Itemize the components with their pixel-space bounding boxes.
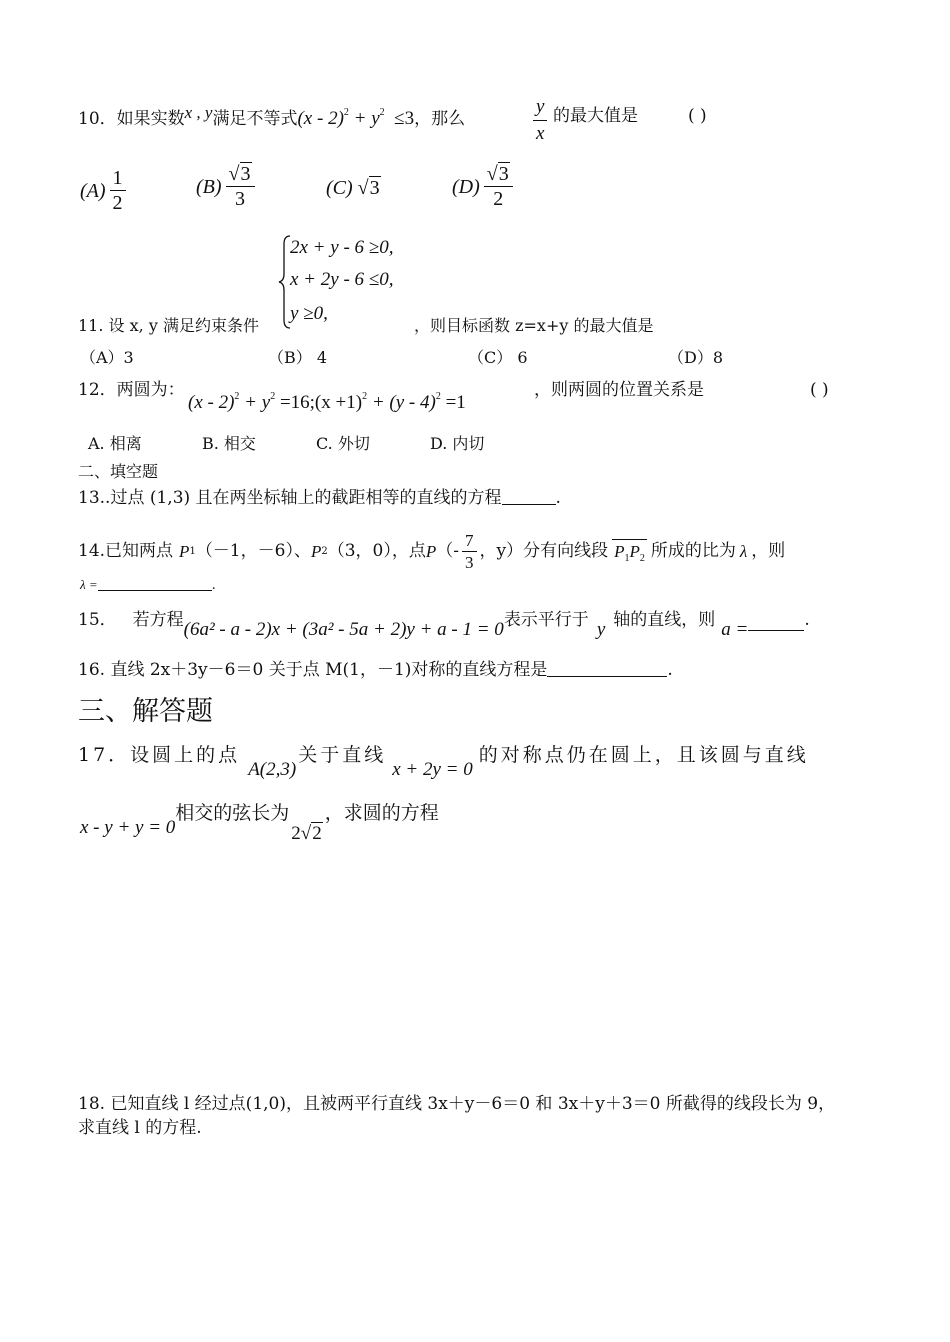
section-fill-blank-heading: 二、填空题 <box>78 462 159 481</box>
q14-coord-1: （－1，－6）、 <box>195 541 311 561</box>
q10-opt-d-rad: 3 <box>498 163 509 185</box>
q14-coord-2: （3，0），点 <box>327 541 426 561</box>
q14-text-4: ，则 <box>751 541 786 561</box>
q10-number: 10． <box>78 109 117 129</box>
q12-eq-e: =1 <box>445 392 466 413</box>
q12-opt-c: C. 外切 <box>316 434 370 453</box>
q17-text-3: 的对称点仍在圆上，且该圆与直线 <box>478 744 809 766</box>
q17-text-4: 相交的弦长为 <box>175 802 290 824</box>
q17-chord-r: 2 <box>312 823 322 844</box>
q14-vec-sub2: 2 <box>639 553 645 564</box>
q12-eq-c: =16;(x +1) <box>279 392 363 413</box>
q10-opt-a-frac <box>110 168 126 213</box>
q15-a: a = <box>721 619 749 640</box>
q11-opt-b: （B） 4 <box>268 348 328 367</box>
q14-frac-num: 7 <box>462 532 477 552</box>
q12-line <box>78 382 185 399</box>
q14-answer-blank <box>98 590 212 591</box>
q12-number: 12．两圆为： <box>78 380 185 400</box>
q10-ineq-b: + y <box>353 108 380 129</box>
q10-opt-a <box>80 168 126 213</box>
q12-opt-d: D. 内切 <box>430 434 485 453</box>
q14-text-1: 14.已知两点 <box>78 541 174 561</box>
q10-text-2: 满足不等式 <box>212 109 298 129</box>
q16-answer-blank <box>547 676 667 677</box>
q10-paren: ( ) <box>688 106 707 126</box>
q10-opt-c-rad: 3 <box>369 177 380 199</box>
q10-frac-num: y <box>533 96 547 121</box>
q10-opt-b-num: √3 <box>226 164 255 187</box>
q13-end: . <box>555 488 561 508</box>
q17-text-2: 关于直线 <box>298 744 387 766</box>
q14-line <box>78 532 785 571</box>
q17-line-2 <box>80 802 439 844</box>
q12-opt-b: B. 相交 <box>202 434 256 453</box>
q14-text-3: 所成的比为 <box>650 541 736 561</box>
q10-opt-d-den: 2 <box>493 188 504 210</box>
q10-fraction <box>533 96 547 145</box>
q15-equation: (6a² - a - 2)x + (3a² - 5a + 2)y + a - 1 = 0 <box>183 619 504 640</box>
q14-p2-letter: P <box>310 542 322 561</box>
q10-opt-a-den: 2 <box>112 192 123 214</box>
q10-text-1: 如果实数 <box>116 109 185 129</box>
q10-line <box>78 103 466 129</box>
q13-answer-blank <box>502 504 556 505</box>
q12-equation: $(x - 2)^2 + y^2$ =16;(x +1)$^2$ + (y - 4)$^2$ =1 <box>188 391 466 413</box>
q10-frac-den: x <box>536 123 545 144</box>
q10-opt-d <box>452 164 513 209</box>
q10-opt-b-label: (B) <box>196 175 222 198</box>
q12-opt-a: A. 相离 <box>88 434 142 453</box>
q12-tail: ，则两圆的位置关系是 <box>534 380 704 400</box>
q10-opt-b <box>196 164 255 209</box>
q14-lambda-eq: λ = <box>80 577 98 592</box>
q18-line-2: 求直线 l 的方程. <box>78 1118 202 1138</box>
q10-opt-d-frac <box>484 164 513 209</box>
q17-point: A(2,3) <box>248 759 297 780</box>
q15-text-1: 若方程 <box>132 610 184 630</box>
q15-number: 15． <box>78 610 117 630</box>
q14-fraction <box>462 532 477 571</box>
q13-line <box>78 490 561 507</box>
q14-vec-p1: P <box>614 542 625 561</box>
q15-text-3: 轴的直线，则 <box>613 610 716 630</box>
q14-p-letter: P <box>425 542 437 561</box>
q10-opt-d-num: √3 <box>484 164 513 187</box>
q10-opt-b-rad: 3 <box>240 163 251 185</box>
q14-end: . <box>211 578 216 593</box>
q11-sys-2: x + 2y - 6 ≤0, <box>290 269 394 290</box>
q10-opt-c-label: (C) <box>326 177 353 199</box>
q10-ineq-a: (x - 2) <box>297 108 344 129</box>
q10-text-4: 的最大值是 <box>553 106 638 126</box>
q11-sys-1: 2x + y - 6 ≥0, <box>290 237 394 258</box>
q17-text-5: ，求圆的方程 <box>324 802 439 824</box>
q14-vector <box>612 539 647 564</box>
q14-line-2 <box>80 578 216 592</box>
q11-opt-d: （D）8 <box>668 348 724 367</box>
q11-opt-c: （C） 6 <box>468 348 528 367</box>
q15-text-2: 表示平行于 <box>503 610 589 630</box>
q12-eq-a: (x - 2) <box>188 392 235 413</box>
q14-text-2: ，y）分有向线段 <box>479 541 609 561</box>
q12-eq-b: + y <box>244 392 271 413</box>
q17-chord: 2√2 <box>291 823 322 844</box>
q10-opt-b-frac <box>226 164 255 209</box>
q11-question: 11. 设 x, y 满足约束条件 <box>78 316 259 335</box>
q15-end: . <box>804 610 810 630</box>
q10-opt-c: (C) √3 <box>326 177 380 199</box>
q14-p1-sub: 1 <box>189 545 196 557</box>
q14-vec-p2: P <box>629 542 640 561</box>
q12-paren: ( ) <box>810 380 829 400</box>
q10-opt-b-den: 3 <box>235 188 246 210</box>
q16-line <box>78 662 673 679</box>
q14-p2-sub: 2 <box>321 545 328 557</box>
q17-line-eq: x + 2y = 0 <box>392 759 473 780</box>
q10-opt-a-num: 1 <box>110 168 126 191</box>
q11-sys-3: y ≥0, <box>290 303 328 324</box>
q14-lambda: λ <box>739 542 748 561</box>
q15-line <box>78 610 810 640</box>
q17-line-1 <box>78 744 809 780</box>
q17-line2-eq: x - y + y = 0 <box>80 817 176 838</box>
q18-line-1: 18. 已知直线 l 经过点(1,0)，且被两平行直线 3x＋y－6＝0 和 3x＋y＋3＝0 所截得的线段长为 9， <box>78 1094 836 1114</box>
q15-answer-blank <box>748 630 804 631</box>
q12-eq-d: + (y - 4) <box>371 392 436 413</box>
q10-opt-d-label: (D) <box>452 175 480 198</box>
q17-text-1: 17．设圆上的点 <box>78 744 241 766</box>
q10-tail <box>553 108 638 125</box>
q10-exp-1: 2 <box>343 107 349 118</box>
q13-text: 13..过点 (1,3) 且在两坐标轴上的截距相等的直线的方程 <box>78 488 502 508</box>
q10-opt-a-label: (A) <box>80 179 106 202</box>
q14-coord-3: （- <box>436 541 459 561</box>
q10-ineq-c: ≤3 <box>394 108 415 129</box>
q16-end: . <box>667 660 673 680</box>
q15-y: y <box>596 619 606 640</box>
q10-vars: x , y <box>184 103 213 122</box>
section-solution-heading: 三、解答题 <box>78 696 213 727</box>
q14-frac-den: 3 <box>465 553 474 572</box>
q16-text: 16. 直线 2x＋3y－6＝0 关于点 M(1，－1)对称的直线方程是 <box>78 660 548 680</box>
q10-text-3: ，那么 <box>414 109 466 129</box>
q14-p1-letter: P <box>179 542 190 561</box>
q11-opt-a: （A）3 <box>80 348 134 367</box>
q11-tail: ，则目标函数 z=x+y 的最大值是 <box>414 316 654 335</box>
q17-chord-k: 2 <box>291 823 301 844</box>
q10-exp-2: 2 <box>379 107 385 118</box>
q14-vec-sub1: 1 <box>624 553 630 564</box>
